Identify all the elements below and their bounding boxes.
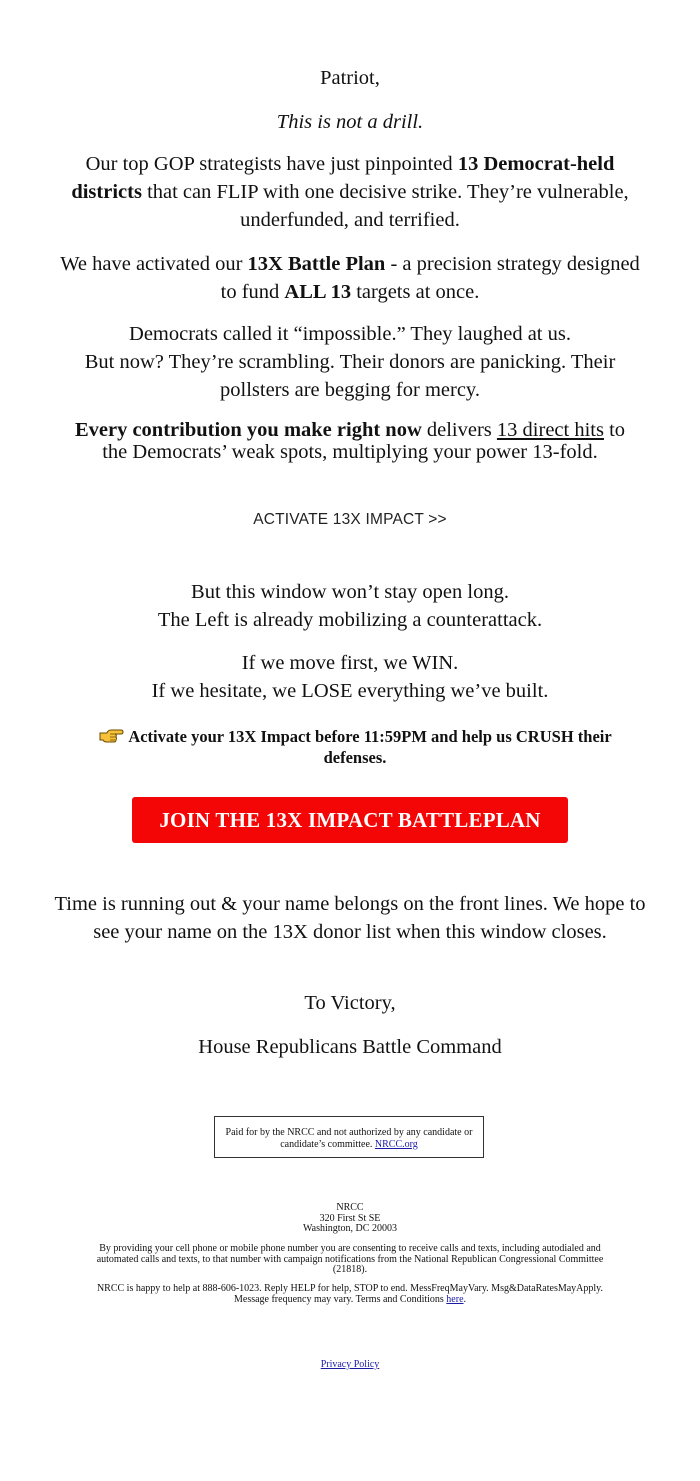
- bold-text: 13 Democrat-held districts: [71, 153, 615, 203]
- text-line: If we move first, we WIN.: [241, 652, 459, 674]
- activate-impact-link-label[interactable]: ACTIVATE 13X IMPACT >>: [253, 511, 447, 528]
- deadline-notice: [75, 726, 635, 768]
- join-battleplan-button[interactable]: JOIN THE 13X IMPACT BATTLEPLAN: [132, 797, 568, 843]
- paid-for-disclaimer: [214, 1116, 484, 1158]
- privacy-policy-row: [95, 1360, 605, 1371]
- activate-impact-link[interactable]: [0, 511, 700, 529]
- signature: House Republicans Battle Command: [198, 1036, 502, 1058]
- nrcc-link[interactable]: NRCC.org: [374, 1138, 418, 1150]
- paragraph-win-lose: [60, 649, 640, 705]
- address-city: Washington, DC 20003: [303, 1223, 397, 1234]
- address-org: NRCC: [336, 1202, 364, 1213]
- paragraph-democrats: [50, 320, 650, 404]
- bold-text: Every contribution you make right now: [74, 419, 422, 441]
- text: We have activated our: [60, 253, 248, 275]
- paragraph-time-running-out: Time is running out & your name belongs on the front lines. We hope to see your name on the 13X donor list when this window closes.: [54, 893, 646, 943]
- bold-text: ALL 13: [284, 281, 352, 303]
- help-text-end: .: [463, 1293, 467, 1305]
- address-block: [95, 1203, 605, 1235]
- intro-italic: This is not a drill.: [276, 111, 424, 133]
- paragraph-battle-plan: [60, 250, 640, 306]
- underlined-text: 13 direct hits: [496, 419, 604, 441]
- text-line: If we hesitate, we LOSE everything we’ve built.: [151, 680, 549, 702]
- text: targets at once.: [351, 281, 480, 303]
- paragraph-window: [60, 578, 640, 634]
- text: Our top GOP strategists have just pinpointed: [85, 153, 458, 175]
- terms-link[interactable]: here: [446, 1293, 464, 1305]
- pointing-hand-icon: [98, 728, 124, 744]
- privacy-policy-link[interactable]: Privacy Policy: [320, 1359, 380, 1370]
- disclaimer-text: Paid for by the NRCC and not authorized by any candidate or candidate’s committee.: [225, 1127, 473, 1150]
- greeting: Patriot,: [320, 67, 380, 89]
- text-line: But now? They’re scrambling. Their donors are panicking. Their pollsters are begging for mercy.: [84, 351, 616, 401]
- help-text-body: NRCC is happy to help at 888-606-1023. Reply HELP for help, STOP to end. MessFreqMayVary. Msg&DataRatesMayApply. Message frequency may vary. Terms and Conditions: [96, 1283, 604, 1305]
- address-street: 320 First St SE: [319, 1212, 381, 1224]
- text: - a precision strategy designed to fund: [220, 253, 640, 303]
- text-line: Democrats called it “impossible.” They laughed at us.: [129, 323, 571, 345]
- text-line: But this window won’t stay open long.: [191, 581, 509, 603]
- consent-text: By providing your cell phone or mobile phone number you are consenting to receive calls and texts, including autodialed and automated calls and texts, to that number with campaign notifications from the National Republican Congressional Committee (21818).: [96, 1243, 604, 1275]
- help-text: [95, 1284, 605, 1305]
- paragraph-contribution: [60, 419, 640, 463]
- signoff: To Victory,: [304, 992, 396, 1014]
- text-line: The Left is already mobilizing a counterattack.: [157, 609, 543, 631]
- paragraph-districts: [50, 150, 650, 234]
- text: that can FLIP with one decisive strike. They’re vulnerable, underfunded, and terrified.: [141, 181, 629, 231]
- text: delivers: [421, 419, 497, 441]
- text: to the Democrats’ weak spots, multiplying your power 13-fold.: [102, 419, 626, 463]
- deadline-text: Activate your 13X Impact before 11:59PM and help us CRUSH their defenses.: [128, 727, 612, 767]
- bold-text: 13X Battle Plan: [247, 253, 386, 275]
